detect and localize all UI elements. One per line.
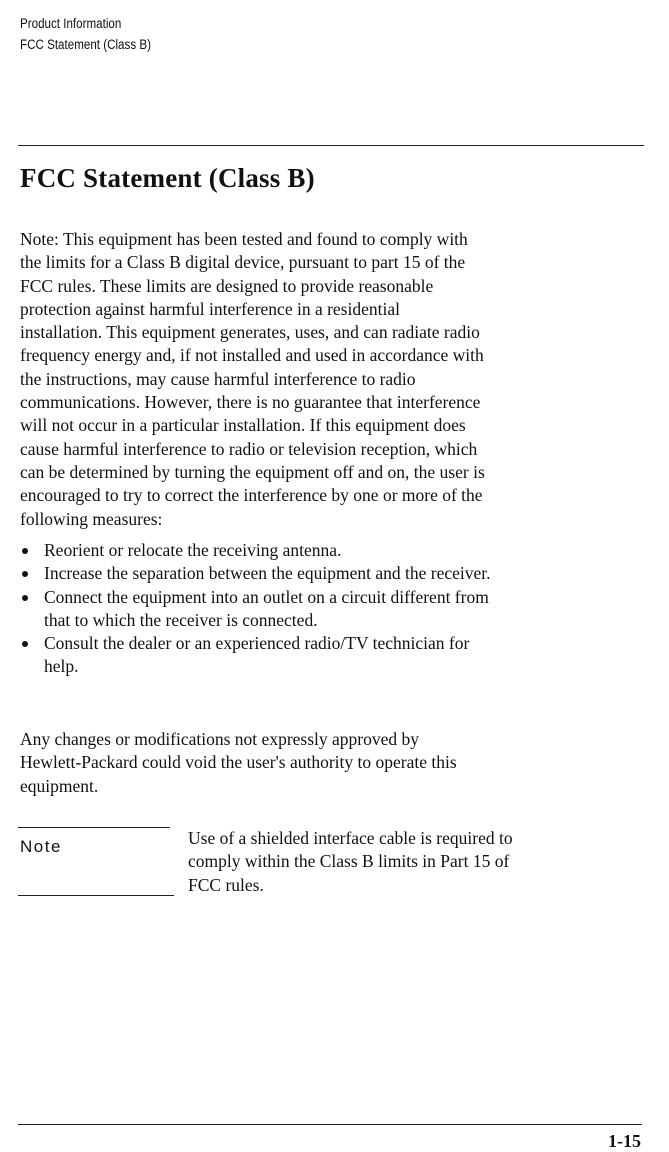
note-line: FCC rules. — [188, 874, 264, 895]
bullet-icon — [22, 641, 28, 647]
footer-divider — [18, 1124, 642, 1125]
running-header — [20, 13, 151, 55]
note-text — [188, 827, 628, 897]
page-title: FCC Statement (Class B) — [20, 163, 315, 193]
list-item — [20, 539, 650, 562]
intro-line: protection against harmful interference in a residential — [20, 298, 400, 319]
list-item-line: that to which the receiver is connected. — [44, 609, 318, 630]
intro-line: can be determined by turning the equipment off and on, the user is — [20, 461, 485, 482]
changes-line: Any changes or modifications not expressly approved by — [20, 729, 420, 749]
bullet-icon — [22, 595, 28, 601]
intro-line: the instructions, may cause harmful interference to radio — [20, 368, 416, 389]
intro-line: frequency energy and, if not installed and used in accordance with — [20, 345, 484, 366]
list-item-line: Reorient or relocate the receiving antenna. — [44, 540, 342, 560]
changes-paragraph — [20, 728, 630, 798]
note-bottom-rule — [18, 895, 174, 896]
intro-line: the limits for a Class B digital device, pursuant to part 15 of the — [20, 252, 466, 273]
list-item — [20, 562, 650, 585]
note-line: comply within the Class B limits in Part 15 of — [188, 851, 510, 872]
note-top-rule — [18, 827, 170, 828]
intro-line: installation. This equipment generates, uses, and can radiate radio — [20, 322, 480, 343]
top-divider — [18, 145, 644, 146]
intro-line: Note: This equipment has been tested and found to comply with — [20, 229, 468, 249]
bullet-icon — [22, 548, 28, 554]
measures-list — [20, 539, 650, 679]
intro-line: encouraged to try to correct the interference by one or more of the — [20, 485, 483, 506]
intro-line: communications. However, there is no guarantee that interference — [20, 392, 481, 413]
note-line: Use of a shielded interface cable is required to — [188, 828, 513, 848]
header-subsection: FCC Statement (Class B) — [20, 37, 151, 52]
changes-line: Hewlett-Packard could void the user's authority to operate this — [20, 752, 457, 773]
bullet-icon — [22, 571, 28, 577]
page-number: 1-15 — [608, 1131, 641, 1151]
intro-line: will not occur in a particular installation. If this equipment does — [20, 415, 466, 436]
list-item-line: Increase the separation between the equipment and the receiver. — [44, 563, 491, 584]
list-item — [20, 586, 650, 633]
list-item-line: help. — [44, 656, 79, 677]
changes-line: equipment. — [20, 775, 99, 796]
intro-line: following measures: — [20, 508, 163, 529]
note-label: Note — [20, 837, 62, 856]
list-item — [20, 632, 650, 679]
intro-line: FCC rules. These limits are designed to provide reasonable — [20, 275, 434, 296]
intro-line: cause harmful interference to radio or television reception, which — [20, 438, 478, 459]
intro-paragraph — [20, 228, 650, 531]
list-item-line: Connect the equipment into an outlet on a circuit different from — [44, 586, 489, 607]
header-section: Product Information — [20, 16, 122, 31]
list-item-line: Consult the dealer or an experienced radio/TV technician for — [44, 633, 470, 654]
